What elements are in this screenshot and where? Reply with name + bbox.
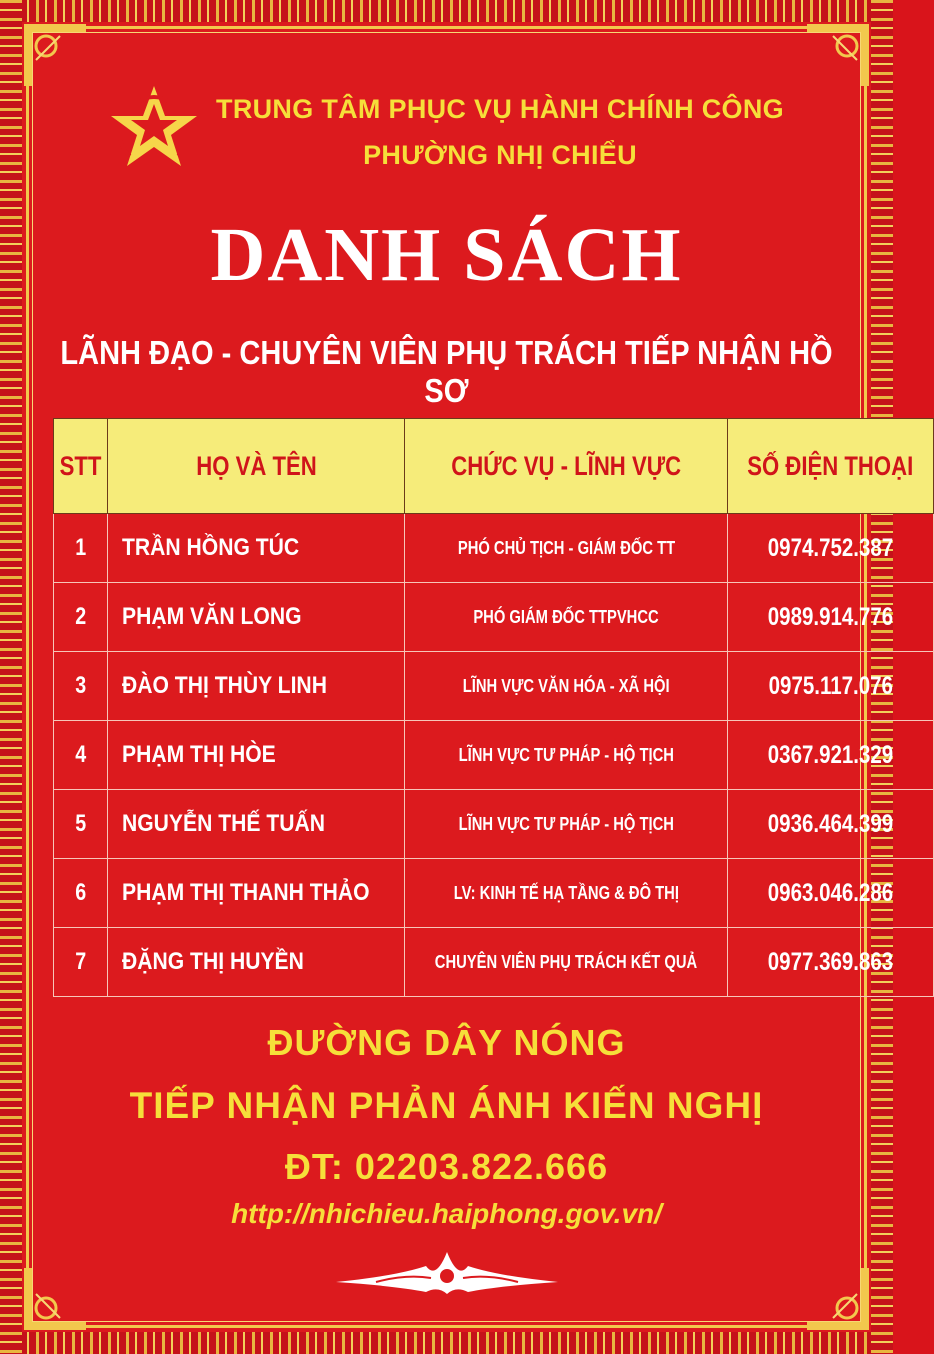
cell-role: CHUYÊN VIÊN PHỤ TRÁCH KẾT QUẢ [405, 928, 728, 997]
cell-phone: 0989.914.776 [728, 583, 934, 652]
cell-name: NGUYỄN THẾ TUẤN [108, 790, 405, 859]
public-service-logo-icon [108, 82, 200, 174]
column-header-role: CHỨC VỤ - LĨNH VỰC [405, 419, 728, 514]
page-title: DANH SÁCH [210, 213, 683, 297]
website-link[interactable]: http://nhichieu.haiphong.gov.vn/ [231, 1198, 662, 1229]
corner-ornament-icon [20, 1264, 90, 1334]
cell-stt: 1 [54, 514, 108, 583]
cell-role: PHÓ GIÁM ĐỐC TTPVHCC [405, 583, 728, 652]
cell-name: ĐÀO THỊ THÙY LINH [108, 652, 405, 721]
page-subtitle: LÃNH ĐẠO - CHUYÊN VIÊN PHỤ TRÁCH TIẾP NHẬN HỒ SƠ [60, 334, 833, 409]
table-row [54, 928, 934, 997]
cell-role: LĨNH VỰC VĂN HÓA - XÃ HỘI [405, 652, 728, 721]
hotline-subtitle: TIẾP NHẬN PHẢN ÁNH KIẾN NGHỊ [129, 1085, 764, 1126]
lotus-ornament-icon [336, 1246, 558, 1296]
cell-name: PHẠM THỊ HÒE [108, 721, 405, 790]
table-row [54, 514, 934, 583]
cell-phone: 0367.921.329 [728, 721, 934, 790]
table-row [54, 652, 934, 721]
border-bottom [0, 1332, 893, 1354]
ward-name: PHƯỜNG NHỊ CHIỂU [363, 140, 637, 170]
corner-ornament-icon [20, 20, 90, 90]
cell-role: PHÓ CHỦ TỊCH - GIÁM ĐỐC TT [405, 514, 728, 583]
cell-stt: 7 [54, 928, 108, 997]
cell-phone: 0977.369.863 [728, 928, 934, 997]
column-header-phone: SỐ ĐIỆN THOẠI [728, 419, 934, 514]
center-name: TRUNG TÂM PHỤC VỤ HÀNH CHÍNH CÔNG [216, 94, 784, 124]
cell-name: PHẠM VĂN LONG [108, 583, 405, 652]
cell-stt: 2 [54, 583, 108, 652]
column-header-stt: STT [54, 419, 108, 514]
hotline-phone: ĐT: 02203.822.666 [284, 1146, 609, 1187]
table-row [54, 583, 934, 652]
column-header-name: HỌ VÀ TÊN [108, 419, 405, 514]
cell-stt: 6 [54, 859, 108, 928]
cell-phone: 0963.046.286 [728, 859, 934, 928]
cell-name: ĐẶNG THỊ HUYỀN [108, 928, 405, 997]
cell-role: LĨNH VỰC TƯ PHÁP - HỘ TỊCH [405, 790, 728, 859]
cell-stt: 4 [54, 721, 108, 790]
border-top [0, 0, 893, 22]
cell-phone: 0936.464.399 [728, 790, 934, 859]
table-row [54, 859, 934, 928]
cell-role: LV: KINH TẾ HẠ TẦNG & ĐÔ THỊ [405, 859, 728, 928]
cell-name: TRẦN HỒNG TÚC [108, 514, 405, 583]
cell-stt: 3 [54, 652, 108, 721]
table-row [54, 790, 934, 859]
corner-ornament-icon [803, 1264, 873, 1334]
hotline-title: ĐƯỜNG DÂY NÓNG [267, 1022, 626, 1063]
table-row [54, 721, 934, 790]
cell-phone: 0974.752.387 [728, 514, 934, 583]
table-header-row [54, 419, 934, 514]
corner-ornament-icon [803, 20, 873, 90]
cell-role: LĨNH VỰC TƯ PHÁP - HỘ TỊCH [405, 721, 728, 790]
cell-stt: 5 [54, 790, 108, 859]
staff-table [53, 418, 914, 997]
cell-phone: 0975.117.076 [728, 652, 934, 721]
cell-name: PHẠM THỊ THANH THẢO [108, 859, 405, 928]
